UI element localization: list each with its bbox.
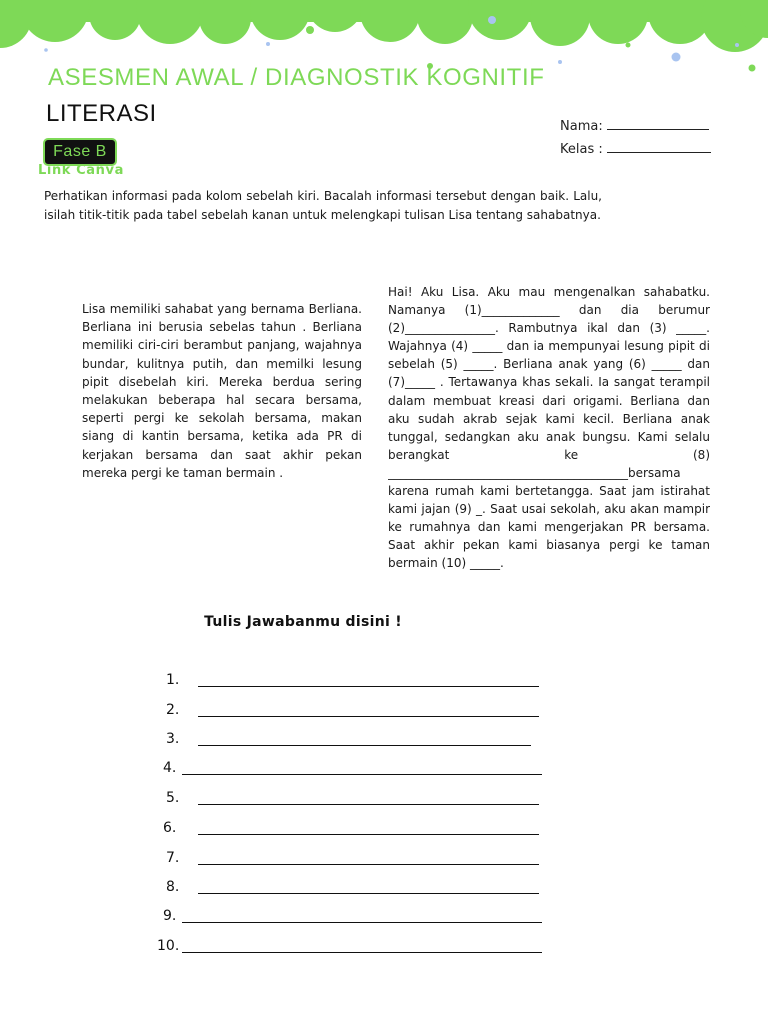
story-text: Lisa memiliki sahabat yang bernama Berliana. Berliana ini berusia sebelas tahun . Berliana memiliki ciri-ciri berambut panjang, wajahnya bundar, kulitnya putih, dan memilki lesung pipit disebelah kiri. Mereka berdua sering melakukan beberapa hal secara bersama, seperti pergi ke sekolah bersama, makan siang di kantin bersama, ketika ada PR di kerjakan bersama dan saat akhir pekan mereka pergi ke taman bermain . bbox=[82, 302, 362, 480]
answer-number: 5. bbox=[166, 790, 180, 806]
name-label: Nama: bbox=[560, 119, 603, 134]
answer-number: 1. bbox=[166, 672, 180, 688]
answer-line[interactable] bbox=[198, 834, 539, 835]
fill-in-text: Hai! Aku Lisa. Aku mau mengenalkan sahabatku. Namanya (1)_____________ dan dia berumur (2)_______________. Rambutnya ikal dan (3) _____. Wajahnya (4) _____ dan ia mempunyai lesung pipit di sebelah (5) _____. Berliana anak yang (6) _____ dan (7)_____ . Tertawanya khas sekali. Ia sangat terampil dalam membuat kreasi dari origami. Berliana dan aku sudah akrab sejak kami kecil. Berliana anak tunggal, sedangkan aku anak bungsu. Kami selalu berangkat ke (8) ________________________________________bersama karena rumah kami bertetangga. Saat jam istirahat kami jajan (9) _. Saat usai sekolah, aku akan mampir ke rumahnya dan kami mengerjakan PR bersama. Saat akhir pekan kami biasanya pergi ke taman bermain (10) _____. bbox=[388, 285, 710, 571]
answer-number: 2. bbox=[166, 702, 180, 718]
answer-number: 9. bbox=[163, 908, 177, 924]
phase-badge: Fase B bbox=[43, 138, 117, 166]
answer-line[interactable] bbox=[198, 686, 539, 687]
instructions-text: Perhatikan informasi pada kolom sebelah kiri. Bacalah informasi tersebut dengan baik. Lalu, isilah titik-titik pada tabel sebelah kanan untuk melengkapi tulisan Lisa tentang sahabatnya. bbox=[44, 189, 602, 222]
document-title: ASESMEN AWAL / DIAGNOSTIK KOGNITIF bbox=[48, 64, 545, 91]
canva-link[interactable]: Link Canva bbox=[38, 163, 124, 178]
answer-heading bbox=[0, 614, 768, 630]
answer-line[interactable] bbox=[182, 922, 542, 923]
subject-title: LITERASI bbox=[46, 100, 157, 127]
answer-line[interactable] bbox=[182, 774, 542, 775]
answer-number: 4. bbox=[163, 760, 177, 776]
fill-in-text-box bbox=[388, 283, 710, 595]
answer-number: 10. bbox=[157, 938, 180, 954]
class-field[interactable] bbox=[560, 141, 711, 157]
answer-line[interactable] bbox=[198, 864, 539, 865]
answer-heading-text: Tulis Jawabanmu disini ! bbox=[204, 614, 402, 630]
name-field[interactable] bbox=[560, 118, 709, 134]
answer-number: 7. bbox=[166, 850, 180, 866]
class-blank[interactable] bbox=[607, 141, 711, 153]
name-blank[interactable] bbox=[607, 118, 709, 130]
answer-number: 8. bbox=[166, 879, 180, 895]
answer-line[interactable] bbox=[182, 952, 542, 953]
answer-number: 6. bbox=[163, 820, 177, 836]
answer-line[interactable] bbox=[198, 804, 539, 805]
answer-line[interactable] bbox=[198, 893, 539, 894]
class-label: Kelas : bbox=[560, 142, 603, 157]
answer-line[interactable] bbox=[198, 745, 531, 746]
answer-line[interactable] bbox=[198, 716, 539, 717]
answer-number: 3. bbox=[166, 731, 180, 747]
